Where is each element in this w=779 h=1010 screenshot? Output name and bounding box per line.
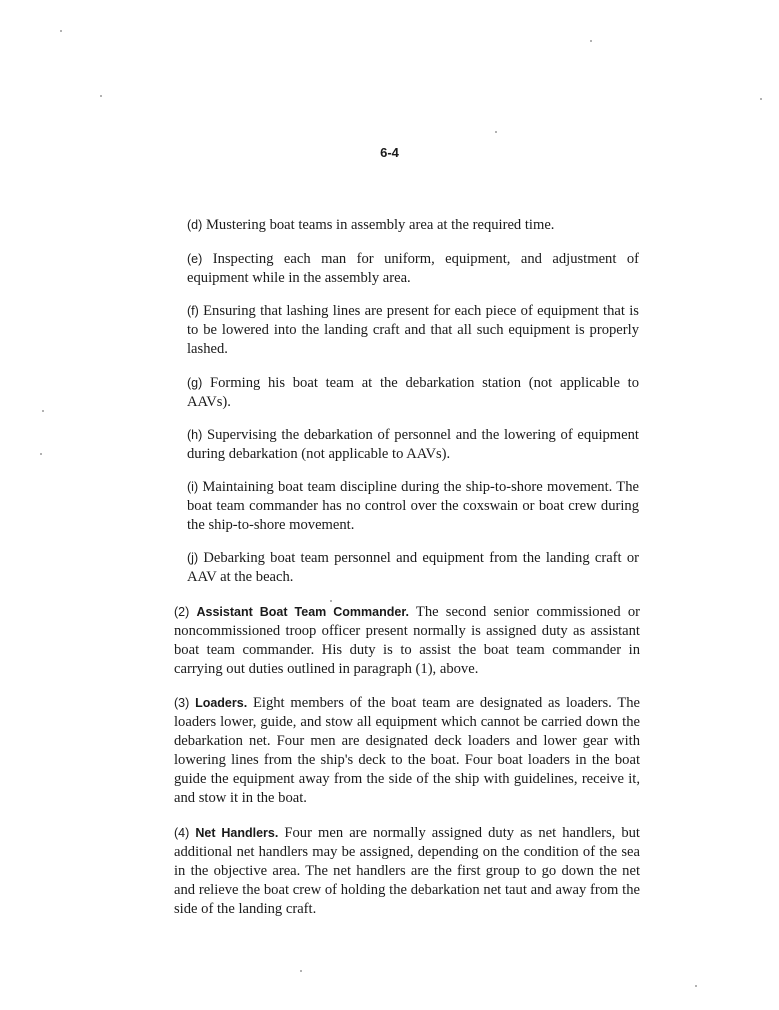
section-text: The second senior commissioned or noncommissioned troop officer present normally is assigned duty as assistant boat team commander. His duty is to assist the boat team commander in carrying out duties outlined in paragraph (1), above. (174, 604, 640, 677)
list-item-f (187, 302, 639, 359)
item-label: (f) (187, 304, 199, 318)
item-label: (d) (187, 218, 203, 232)
section-label: (2) (174, 605, 190, 619)
scan-speck (330, 600, 332, 602)
item-text: Maintaining boat team discipline during the ship-to-shore movement. The boat team commander has no control over the coxswain or boat crew during the ship-to-shore movement. (187, 479, 640, 533)
list-item-i (187, 478, 639, 535)
section-text: Eight members of the boat team are designated as loaders. The loaders lower, guide, and stow all equipment which cannot be carried down the debarkation net. Four men are designated deck loaders and lower gear with lowering lines from the ship's deck to the boat. Four boat loaders in the boat guide the equipment away from the side of the ship with guidelines, receive it, and stow it in the boat. (174, 695, 641, 806)
section-label: (3) (174, 696, 190, 710)
scan-speck (42, 410, 44, 412)
scan-speck (60, 30, 62, 32)
section-net-handlers (174, 824, 640, 919)
item-text: Forming his boat team at the debarkation station (not applicable to AAVs). (187, 375, 639, 410)
item-text: Inspecting each man for uniform, equipment, and adjustment of equipment while in the assembly area. (187, 251, 639, 286)
item-text: Supervising the debarkation of personnel and the lowering of equipment during debarkation (not applicable to AAVs). (187, 427, 639, 462)
item-text: Debarking boat team personnel and equipment from the landing craft or AAV at the beach. (187, 550, 639, 585)
item-text: Mustering boat teams in assembly area at the required time. (205, 217, 555, 233)
list-item-e (187, 250, 639, 288)
scan-speck (590, 40, 592, 42)
scan-speck (40, 453, 42, 455)
item-label: (e) (187, 252, 203, 266)
scan-speck (695, 985, 697, 987)
section-text: Four men are normally assigned duty as net handlers, but additional net handlers may be assigned, depending on the condition of the sea in the objective area. The net handlers are the first group to go down the net and relieve the boat crew of holding the debarkation net taut and away from the side of the landing craft. (174, 825, 640, 917)
item-text: Ensuring that lashing lines are present for each piece of equipment that is to be lowered into the landing craft and that all such equipment is properly lashed. (187, 303, 639, 357)
item-label: (i) (187, 480, 199, 494)
scan-speck (760, 98, 762, 100)
section-label: (4) (174, 826, 190, 840)
section-heading: Assistant Boat Team Commander. (196, 605, 409, 619)
scan-speck (100, 95, 102, 97)
item-label: (h) (187, 428, 203, 442)
list-item-d (187, 216, 639, 235)
section-heading: Net Handlers. (195, 826, 279, 840)
scan-speck (300, 970, 302, 972)
page-number: 6-4 (380, 145, 399, 160)
section-loaders (174, 694, 640, 808)
item-label: (g) (187, 376, 203, 390)
list-item-j (187, 549, 639, 587)
list-item-h (187, 426, 639, 464)
scan-speck (495, 131, 497, 133)
list-item-g (187, 374, 639, 412)
section-assistant-boat-team-commander (174, 603, 640, 679)
section-heading: Loaders. (195, 696, 248, 710)
item-label: (j) (187, 551, 199, 565)
